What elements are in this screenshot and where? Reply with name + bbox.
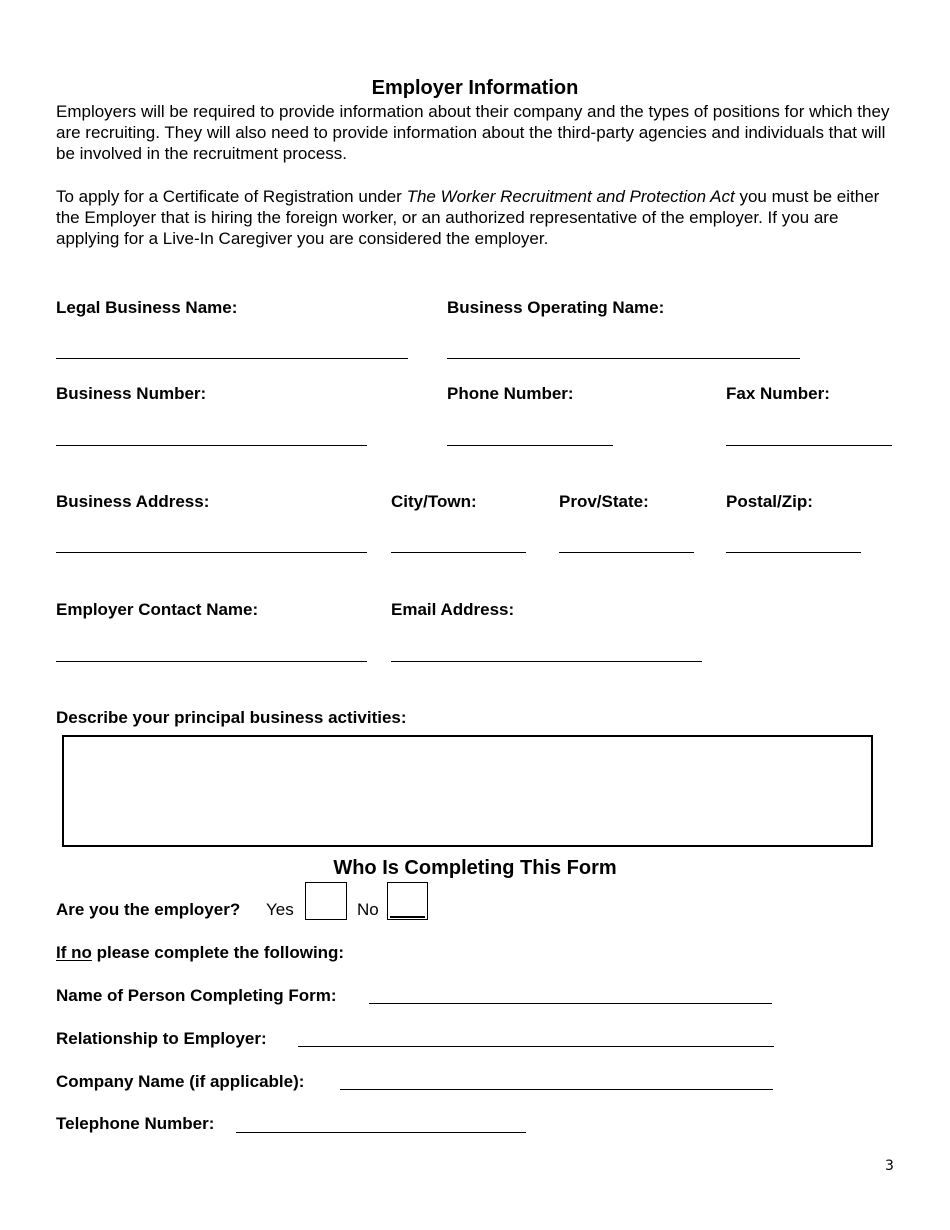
intro-text: Employers will be required to provide information about their company and the types of positions for which they are recruiting. They will also need to provide information about the third-party agencies and individuals that will be involved in the recruitment process.	[56, 102, 890, 163]
city-town-label: City/Town:	[391, 492, 477, 511]
section-title-employer-information: Employer Information	[371, 77, 579, 99]
person-name-field[interactable]	[369, 1003, 772, 1004]
telephone-field[interactable]	[236, 1132, 526, 1133]
section-title-who-is-completing: Who Is Completing This Form	[333, 857, 617, 879]
no-checkbox[interactable]	[387, 882, 428, 920]
person-name-label: Name of Person Completing Form:	[56, 986, 337, 1005]
company-name-field[interactable]	[340, 1089, 773, 1090]
relationship-label: Relationship to Employer:	[56, 1029, 267, 1048]
postal-zip-field[interactable]	[726, 552, 861, 553]
business-operating-name-label: Business Operating Name:	[447, 298, 665, 317]
telephone-label: Telephone Number:	[56, 1114, 215, 1133]
legal-business-name-field[interactable]	[56, 358, 408, 359]
apply-text-pre: To apply for a Certificate of Registration under	[56, 187, 407, 206]
fax-number-label: Fax Number:	[726, 384, 830, 403]
relationship-field[interactable]	[298, 1046, 774, 1047]
no-checkbox-underline	[390, 916, 425, 918]
phone-number-label: Phone Number:	[447, 384, 574, 403]
apply-text-post: you must be either the Employer that is hiring the foreign worker, or an authorized representative of the employer. If you are applying for a Live-In Caregiver you are considered the employer.	[56, 187, 880, 248]
if-no-rest: please complete the following:	[91, 943, 345, 962]
employer-contact-name-field[interactable]	[56, 661, 367, 662]
principal-activities-textbox[interactable]	[62, 735, 873, 847]
yes-checkbox[interactable]	[305, 882, 347, 920]
business-address-field[interactable]	[56, 552, 367, 553]
prov-state-field[interactable]	[559, 552, 694, 553]
employer-contact-name-label: Employer Contact Name:	[56, 600, 259, 619]
principal-activities-label: Describe your principal business activities:	[56, 708, 407, 727]
company-name-label: Company Name (if applicable):	[56, 1072, 305, 1091]
postal-zip-label: Postal/Zip:	[726, 492, 813, 511]
email-address-field[interactable]	[391, 661, 702, 662]
yes-label: Yes	[266, 900, 294, 919]
are-you-employer-label: Are you the employer?	[56, 900, 241, 919]
apply-text	[56, 186, 896, 249]
if-no-instruction	[56, 943, 344, 963]
fax-number-field[interactable]	[726, 445, 892, 446]
prov-state-label: Prov/State:	[559, 492, 649, 511]
if-no-underlined: If no	[56, 943, 92, 962]
business-address-label: Business Address:	[56, 492, 210, 511]
email-address-label: Email Address:	[391, 600, 515, 619]
apply-paragraph	[56, 186, 896, 249]
page-number: 3	[885, 1158, 894, 1174]
act-name: The Worker Recruitment and Protection Act	[406, 187, 735, 206]
business-number-field[interactable]	[56, 445, 367, 446]
intro-paragraph	[56, 101, 896, 164]
no-label: No	[357, 900, 379, 919]
legal-business-name-label: Legal Business Name:	[56, 298, 238, 317]
city-town-field[interactable]	[391, 552, 526, 553]
business-number-label: Business Number:	[56, 384, 207, 403]
phone-number-field[interactable]	[447, 445, 613, 446]
business-operating-name-field[interactable]	[447, 358, 800, 359]
